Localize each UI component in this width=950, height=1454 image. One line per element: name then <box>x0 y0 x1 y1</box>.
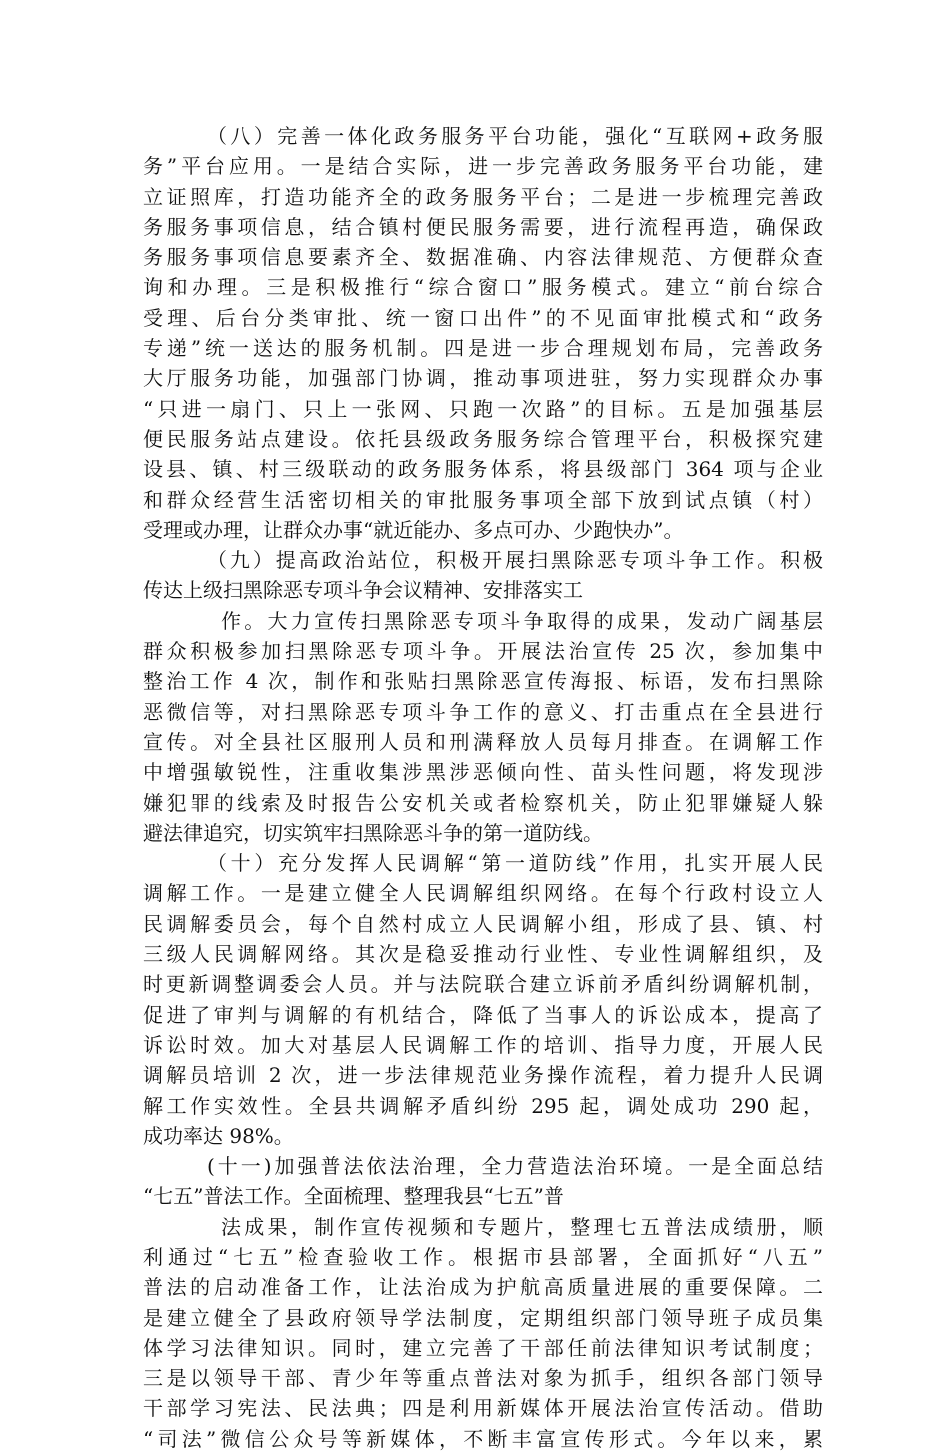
paragraph-line: (十一)加强普法依法治理，全力营造法治环境。一是全面总结 <box>207 1154 823 1179</box>
paragraph-line: 嫌犯罪的线索及时报告公安机关或者检察机关，防止犯罪嫌疑人躲 <box>143 790 823 815</box>
paragraph-line: “司法”微信公众号等新媒体，不断丰富宣传形式。今年以来，累 <box>143 1426 823 1451</box>
paragraph-line: 整治工作 4 次，制作和张贴扫黑除恶宣传海报、标语，发布扫黑除 <box>143 669 823 694</box>
paragraph-line: 大厅服务功能，加强部门协调，推动事项进驻，努力实现群众办事 <box>143 366 823 391</box>
paragraph-line: “只进一扇门、只上一张网、只跑一次路”的目标。五是加强基层 <box>143 396 823 421</box>
paragraph-line: 受理、后台分类审批、统一窗口出件”的不见面审批模式和“政务 <box>143 305 823 330</box>
paragraph-line: 群众积极参加扫黑除恶专项斗争。开展法治宣传 25 次，参加集中 <box>143 639 823 664</box>
paragraph-line: 时更新调整调委会人员。并与法院联合建立诉前矛盾纠纷调解机制， <box>143 972 823 997</box>
paragraph-line: 普法的启动准备工作，让法治成为护航高质量进展的重要保障。二 <box>143 1275 823 1300</box>
paragraph-line: （十）充分发挥人民调解“第一道防线”作用，扎实开展人民 <box>207 851 823 876</box>
paragraph-line: （八）完善一体化政务服务平台功能，强化“互联网+政务服 <box>207 124 823 148</box>
paragraph-line: 询和办理。三是积极推行“综合窗口”服务模式。建立“前台综合 <box>143 275 823 300</box>
paragraph-line: 调解员培训 2 次，进一步法律规范业务操作流程，着力提升人民调 <box>143 1063 823 1088</box>
paragraph-line: 立证照库，打造功能齐全的政务服务平台；二是进一步梳理完善政 <box>143 184 823 209</box>
paragraph-line: 避法律追究，切实筑牢扫黑除恶斗争的第一道防线。 <box>143 820 603 845</box>
paragraph-line: 解工作实效性。全县共调解矛盾纠纷 295 起，调处成功 290 起， <box>143 1093 823 1118</box>
paragraph-line: 专递”统一送达的服务机制。四是进一步合理规划布局，完善政务 <box>143 336 823 361</box>
paragraph-line: 民调解委员会，每个自然村成立人民调解小组，形成了县、镇、村 <box>143 911 823 936</box>
paragraph-line: 三级人民调解网络。其次是稳妥推动行业性、专业性调解组织，及 <box>143 942 823 967</box>
paragraph-line: “七五”普法工作。全面梳理、整理我县“七五”普 <box>143 1184 564 1209</box>
paragraph-line: 利通过“七五”检查验收工作。根据市县部署，全面抓好“八五” <box>143 1244 823 1269</box>
paragraph-line: 调解工作。一是建立健全人民调解组织网络。在每个行政村设立人 <box>143 881 823 906</box>
paragraph-line: 体学习法律知识。同时，建立完善了干部任前法律知识考试制度； <box>143 1335 823 1360</box>
paragraph-line: 作。大力宣传扫黑除恶专项斗争取得的成果，发动广阔基层 <box>221 608 823 633</box>
paragraph-line: 成功率达 98%。 <box>143 1123 294 1148</box>
paragraph-line: 恶微信等，对扫黑除恶专项斗争工作的意义、打击重点在全县进行 <box>143 699 823 724</box>
paragraph-line: 务服务事项信息要素齐全、数据准确、内容法律规范、方便群众查 <box>143 245 823 270</box>
paragraph-line: 诉讼时效。加大对基层人民调解工作的培训、指导力度，开展人民 <box>143 1032 823 1057</box>
paragraph-line: 设县、镇、村三级联动的政务服务体系，将县级部门 364 项与企业 <box>143 457 823 482</box>
paragraph-line: 干部学习宪法、民法典；四是利用新媒体开展法治宣传活动。借助 <box>143 1396 823 1421</box>
paragraph-line: 宣传。对全县社区服刑人员和刑满释放人员每月排查。在调解工作 <box>143 729 823 754</box>
paragraph-line: 务”平台应用。一是结合实际，进一步完善政务服务平台功能，建 <box>143 154 823 179</box>
paragraph-line: 便民服务站点建设。依托县级政务服务综合管理平台，积极探究建 <box>143 426 823 451</box>
paragraph-line: 受理或办理，让群众办事“就近能办、多点可办、少跑快办”。 <box>143 517 684 542</box>
paragraph-line: （九）提高政治站位，积极开展扫黑除恶专项斗争工作。积极 <box>207 548 823 573</box>
paragraph-line: 促进了审判与调解的有机结合，降低了当事人的诉讼成本，提高了 <box>143 1002 823 1027</box>
document-body <box>143 121 823 1454</box>
paragraph-line: 三是以领导干部、青少年等重点普法对象为抓手，组织各部门领导 <box>143 1366 823 1391</box>
paragraph-line: 法成果，制作宣传视频和专题片，整理七五普法成绩册，顺 <box>221 1214 823 1239</box>
paragraph-line: 务服务事项信息，结合镇村便民服务需要，进行流程再造，确保政 <box>143 214 823 239</box>
paragraph-line: 传达上级扫黑除恶专项斗争会议精神、安排落实工 <box>143 578 583 603</box>
paragraph-line: 和群众经营生活密切相关的审批服务事项全部下放到试点镇（村） <box>143 487 823 512</box>
paragraph-line: 中增强敏锐性，注重收集涉黑涉恶倾向性、苗头性问题，将发现涉 <box>143 760 823 785</box>
paragraph-line: 是建立健全了县政府领导学法制度，定期组织部门领导班子成员集 <box>143 1305 823 1330</box>
